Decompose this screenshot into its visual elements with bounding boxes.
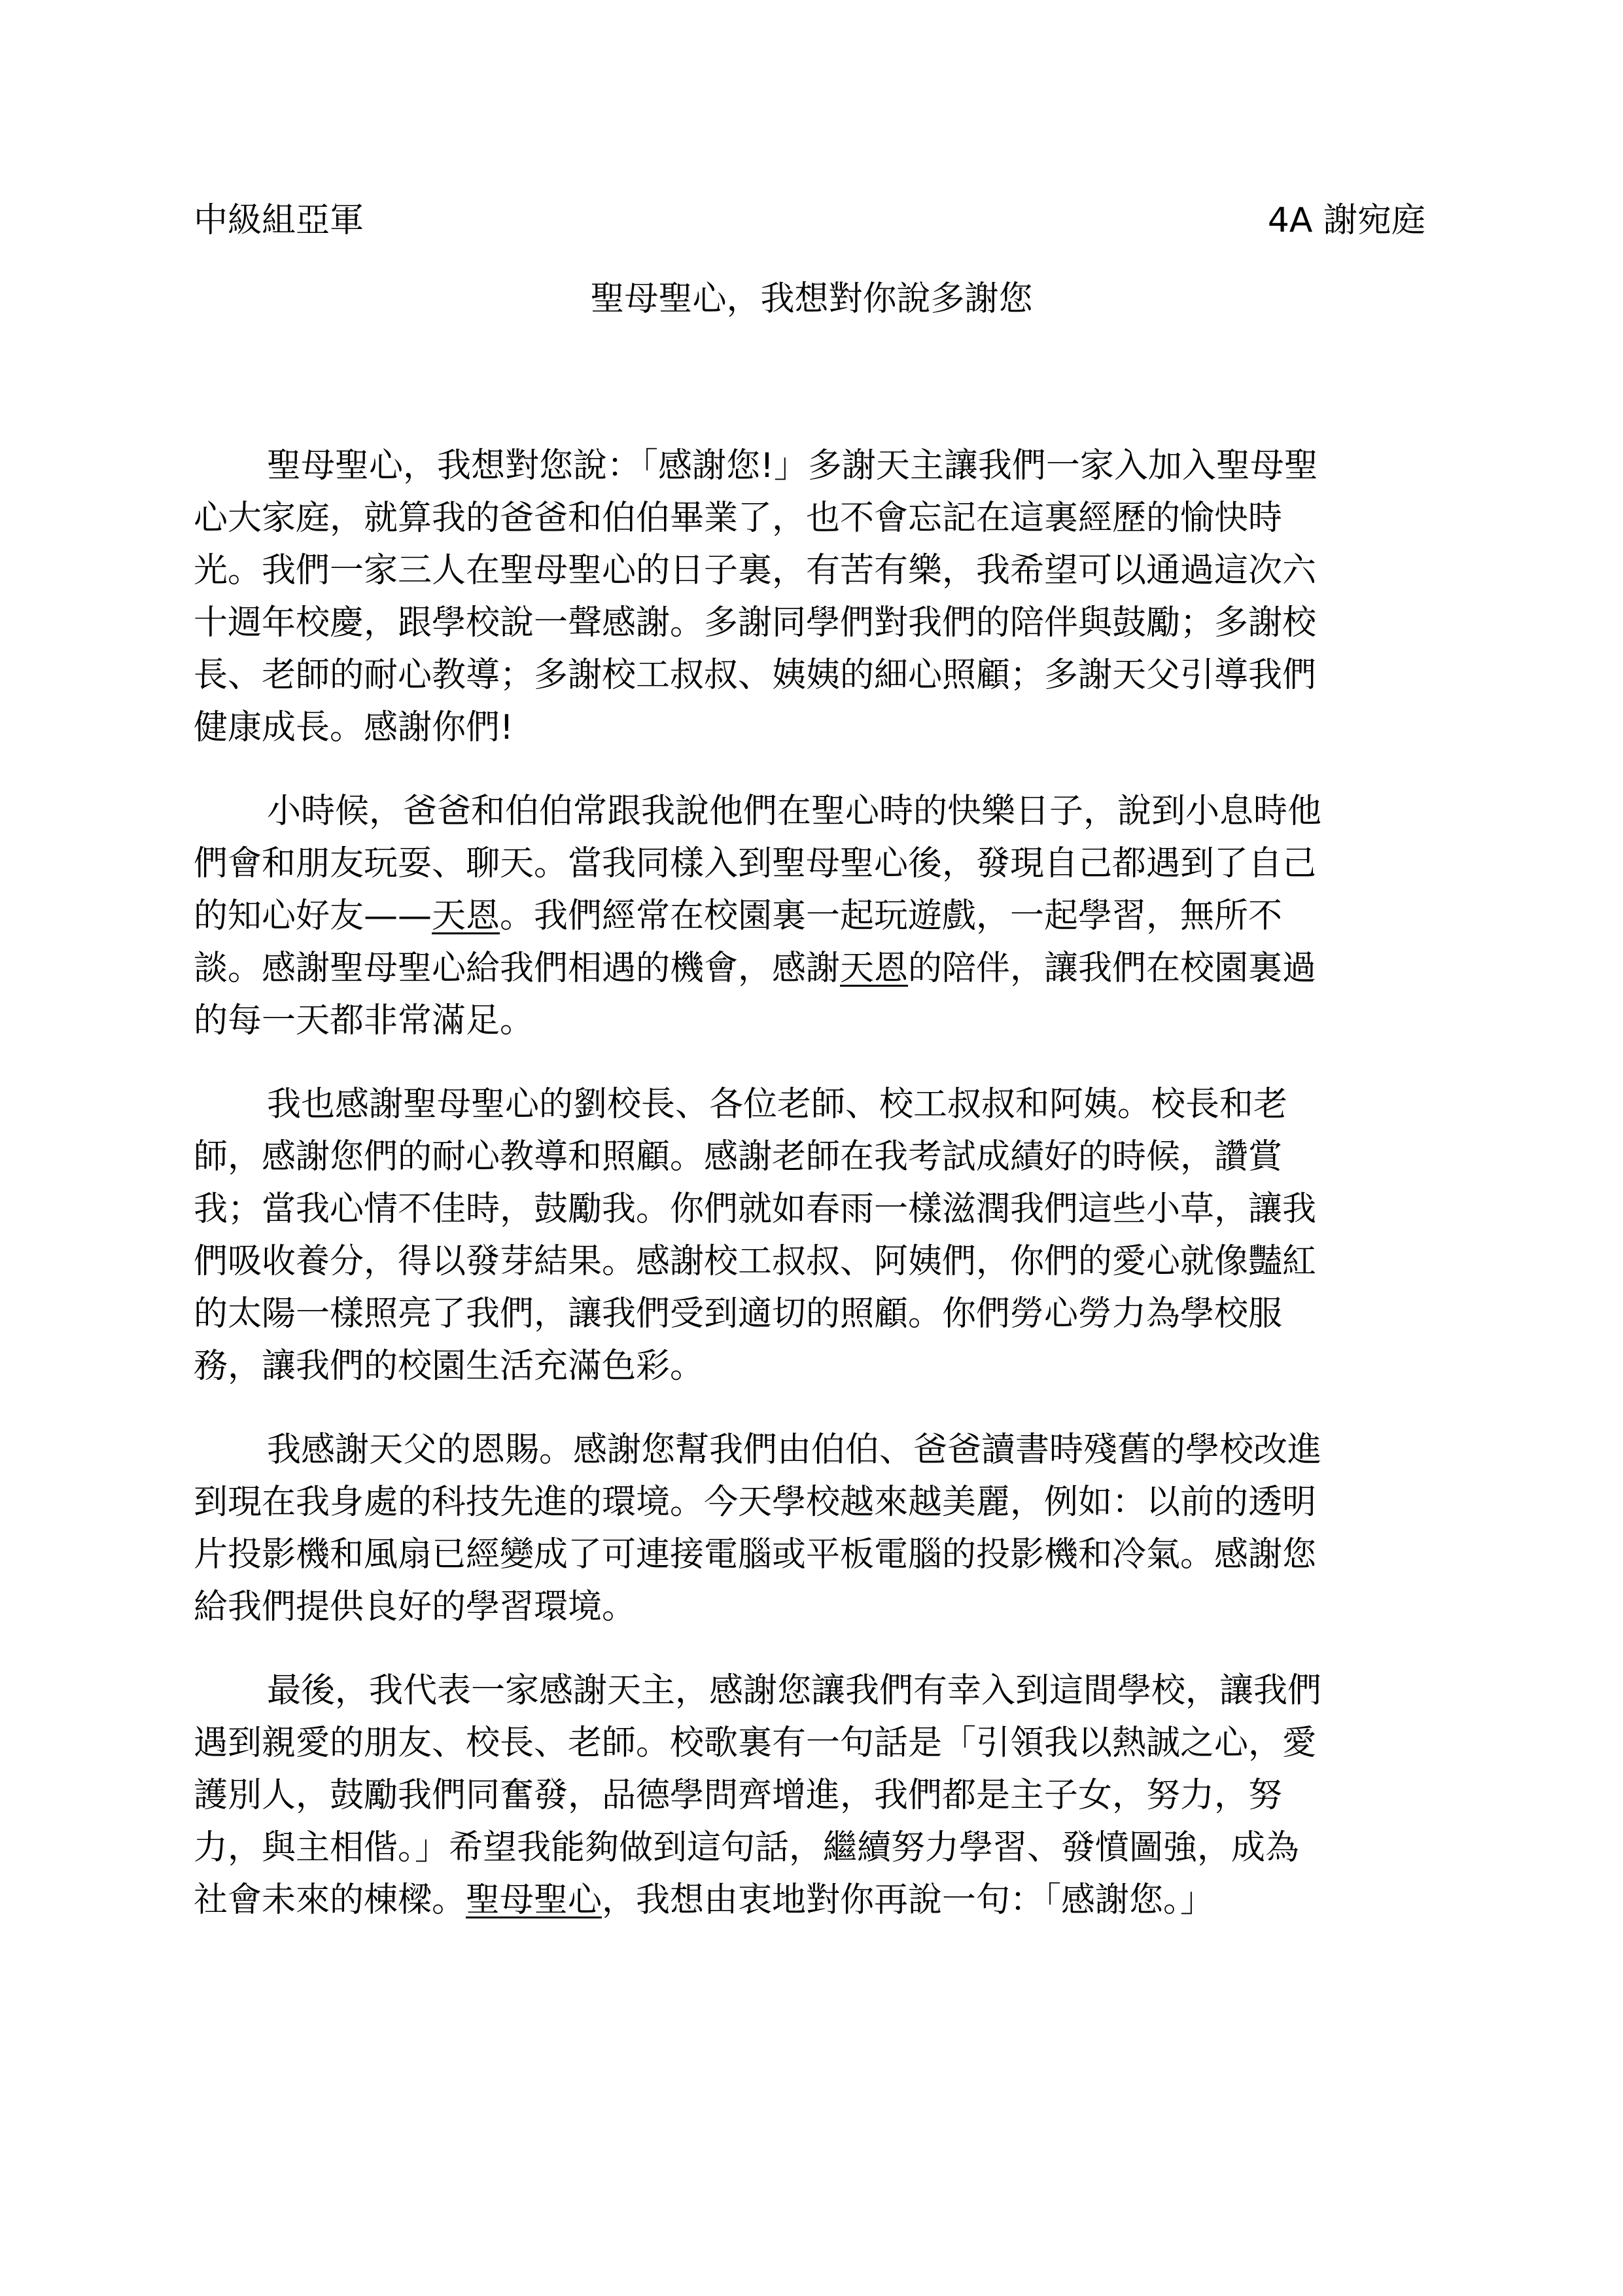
line-text: 小時候，爸爸和伯伯常跟我說他們在聖心時的快樂日子，說到小息時他 xyxy=(267,792,1322,831)
paragraph-line xyxy=(194,1822,1456,1874)
paragraph-line xyxy=(194,1476,1456,1528)
essay-body xyxy=(194,440,1456,1958)
paragraph-line xyxy=(194,1340,1456,1392)
line-text: 到現在我身處的科技先進的環境。今天學校越來越美麗，例如：以前的透明 xyxy=(194,1483,1317,1522)
essay-paragraph xyxy=(194,1665,1456,1926)
essay-paragraph xyxy=(194,440,1456,754)
essay-title: 聖母聖心，我想對你說多謝您 xyxy=(590,279,1033,319)
paragraph-line xyxy=(194,785,1456,838)
paragraph-line xyxy=(194,440,1456,492)
line-text: 片投影機和風扇已經變成了可連接電腦或平板電腦的投影機和冷氣。感謝您 xyxy=(194,1535,1317,1574)
paragraph-line xyxy=(194,890,1456,942)
paragraph-line xyxy=(194,1424,1456,1476)
essay-paragraph xyxy=(194,785,1456,1047)
line-text: 社會未來的棟樑。 xyxy=(194,1881,466,1920)
line-text: 遇到親愛的朋友、校長、老師。校歌裏有一句話是「引領我以熱誠之心，愛 xyxy=(194,1723,1317,1763)
line-text: 們會和朋友玩耍、聊天。當我同樣入到聖母聖心後，發現自己都遇到了自己 xyxy=(194,844,1317,883)
paragraph-line xyxy=(194,1665,1456,1717)
paragraph-line xyxy=(194,597,1456,649)
paragraph-line xyxy=(194,1717,1456,1769)
line-text: 護別人，鼓勵我們同奮發，品德學問齊增進，我們都是主子女，努力，努 xyxy=(194,1776,1283,1815)
paragraph-line xyxy=(194,649,1456,701)
line-text: 我也感謝聖母聖心的劉校長、各位老師、校工叔叔和阿姨。校長和老 xyxy=(267,1085,1288,1124)
paragraph-line xyxy=(194,544,1456,597)
paragraph-line xyxy=(194,1581,1456,1633)
line-text: 師，感謝您們的耐心教導和照顧。感謝老師在我考試成績好的時候，讚賞 xyxy=(194,1137,1283,1176)
paragraph-line xyxy=(194,1528,1456,1581)
paragraph-line xyxy=(194,1131,1456,1183)
line-text: 給我們提供良好的學習環境。 xyxy=(194,1587,637,1627)
award-label: 中級組亞軍 xyxy=(194,201,364,240)
line-text: 力，與主相偕。」希望我能夠做到這句話，繼續努力學習、發憤圖強，成為 xyxy=(194,1828,1300,1867)
paragraph-line xyxy=(194,995,1456,1047)
underlined-name: 天恩 xyxy=(432,896,500,936)
line-text: 光。我們一家三人在聖母聖心的日子裏，有苦有樂，我希望可以通過這次六 xyxy=(194,551,1317,590)
line-text: 務，讓我們的校園生活充滿色彩。 xyxy=(194,1347,705,1386)
paragraph-line xyxy=(194,1078,1456,1131)
underlined-name: 聖母聖心 xyxy=(466,1881,602,1920)
line-text: 心大家庭，就算我的爸爸和伯伯畢業了，也不會忘記在這裏經歷的愉快時 xyxy=(194,499,1283,538)
underlined-name: 天恩 xyxy=(840,949,909,988)
line-text: 的知心好友—— xyxy=(194,896,432,936)
line-text: 我感謝天父的恩賜。感謝您幫我們由伯伯、爸爸讀書時殘舊的學校改進 xyxy=(267,1430,1322,1470)
line-text: 。我們經常在校園裏一起玩遊戲，一起學習，無所不 xyxy=(500,896,1283,936)
line-text: 的太陽一樣照亮了我們，讓我們受到適切的照顧。你們勞心勞力為學校服 xyxy=(194,1294,1283,1333)
paragraph-line xyxy=(194,1769,1456,1822)
line-text: 的陪伴，讓我們在校園裏過 xyxy=(908,949,1317,988)
essay-paragraph xyxy=(194,1424,1456,1633)
paragraph-line xyxy=(194,838,1456,890)
line-text: 十週年校慶，跟學校說一聲感謝。多謝同學們對我們的陪伴與鼓勵；多謝校 xyxy=(194,603,1317,643)
paragraph-line xyxy=(194,492,1456,544)
line-text: 們吸收養分，得以發芽結果。感謝校工叔叔、阿姨們，你們的愛心就像豔紅 xyxy=(194,1242,1317,1281)
paragraph-line xyxy=(194,942,1456,995)
line-text: 聖母聖心，我想對您說：「感謝您!」多謝天主讓我們一家入加入聖母聖 xyxy=(267,446,1318,486)
line-text: 健康成長。感謝你們! xyxy=(194,708,514,747)
author-label: 4A 謝宛庭 xyxy=(1267,201,1425,240)
paragraph-line xyxy=(194,701,1456,754)
line-text: ，我想由衷地對你再說一句：「感謝您。」 xyxy=(602,1881,1215,1920)
paragraph-line xyxy=(194,1288,1456,1340)
line-text: 最後，我代表一家感謝天主，感謝您讓我們有幸入到這間學校，讓我們 xyxy=(267,1671,1322,1710)
line-text: 的每一天都非常滿足。 xyxy=(194,1001,534,1040)
line-text: 長、老師的耐心教導；多謝校工叔叔、姨姨的細心照顧；多謝天父引導我們 xyxy=(194,656,1317,695)
essay-paragraph xyxy=(194,1078,1456,1392)
line-text: 我；當我心情不佳時，鼓勵我。你們就如春雨一樣滋潤我們這些小草，讓我 xyxy=(194,1190,1317,1229)
paragraph-line xyxy=(194,1874,1456,1926)
line-text: 談。感謝聖母聖心給我們相遇的機會，感謝 xyxy=(194,949,841,988)
paragraph-line xyxy=(194,1235,1456,1288)
paragraph-line xyxy=(194,1183,1456,1235)
